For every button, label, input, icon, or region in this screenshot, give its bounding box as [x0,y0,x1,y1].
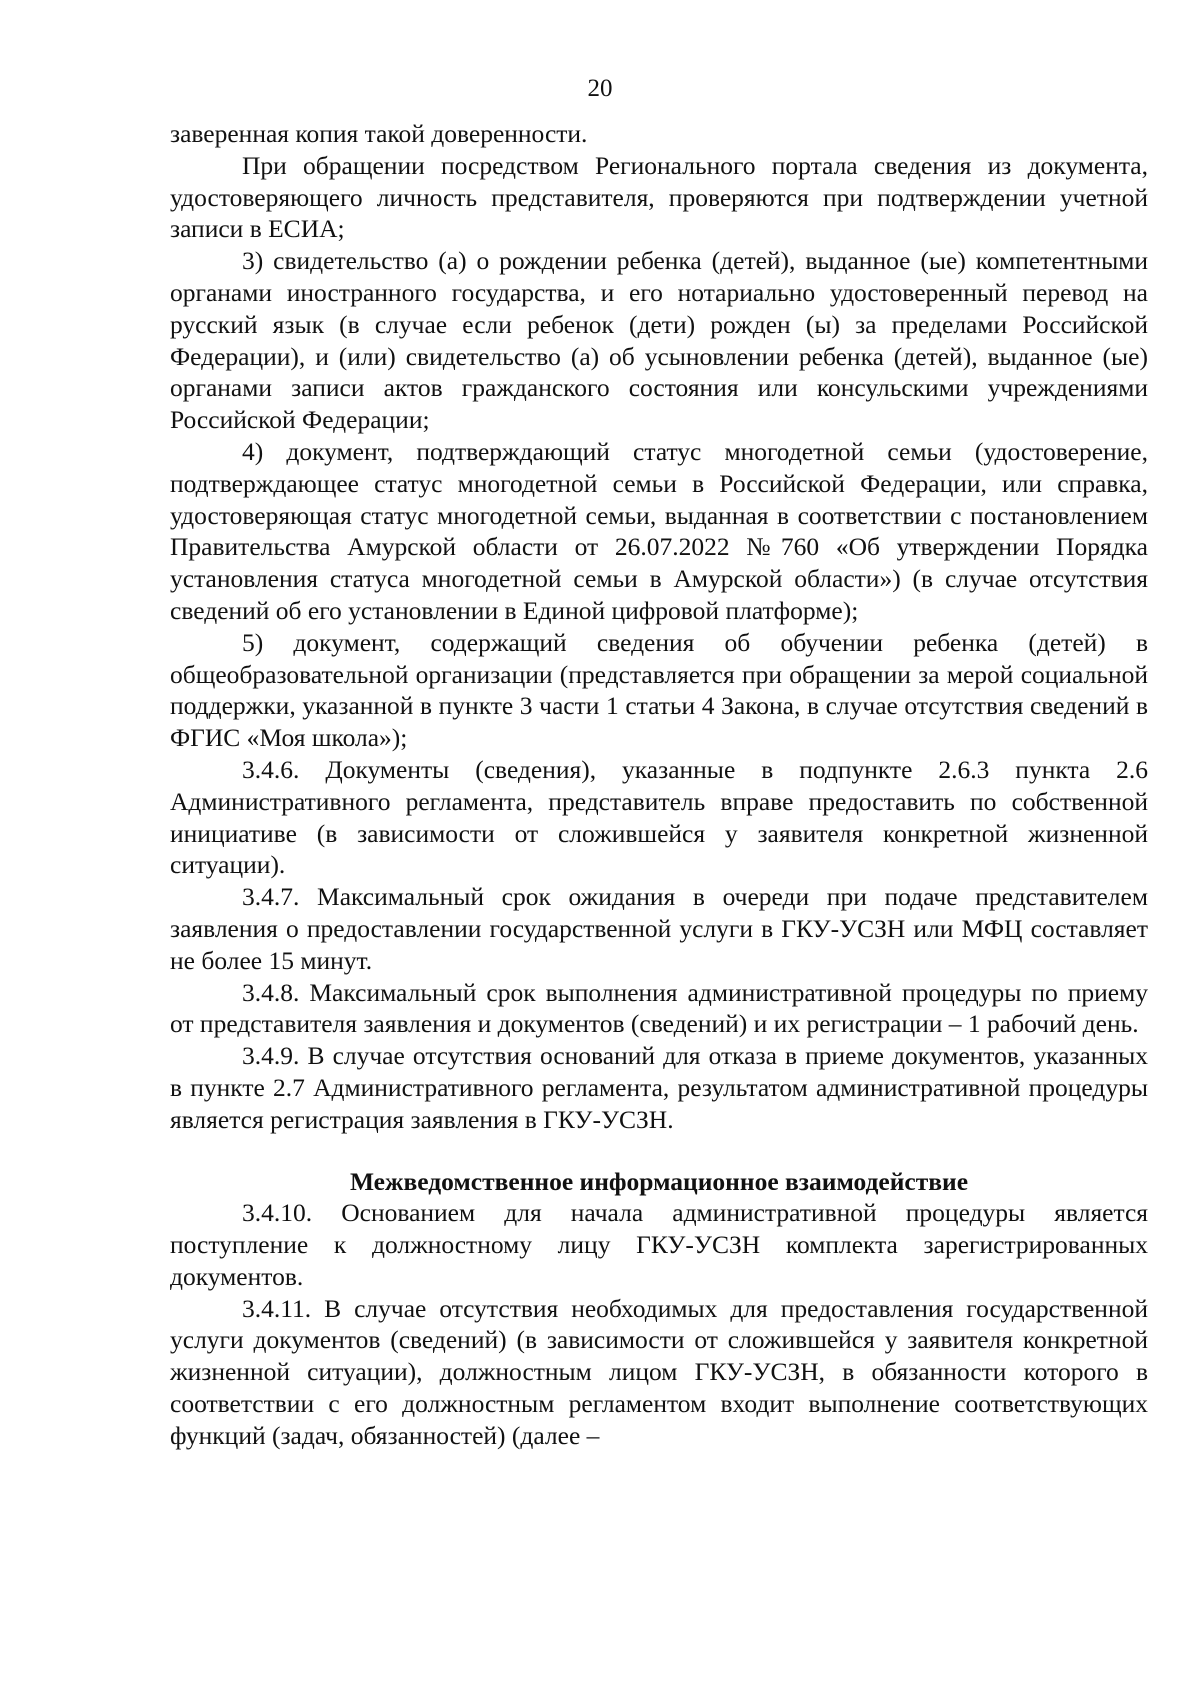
paragraph-3-4-7: 3.4.7. Максимальный срок ожидания в очереди при подаче представителем заявления о предоставлении государственной услуги в ГКУ-УСЗН или МФЦ составляет не более 15 минут. [170,882,1148,975]
paragraph-regional-portal: При обращении посредством Регионального портала сведения из документа, удостоверяющего личность представителя, проверяются при подтверждении учетной записи в ЕСИА; [170,150,1148,244]
paragraph-3-4-6: 3.4.6. Документы (сведения), указанные в подпункте 2.6.3 пункта 2.6 Административного регламента, представитель вправе предоставить по собственной инициативе (в зависимости от сложившейся у заявителя конкретной жизненной ситуации). [170,754,1148,880]
paragraph-item-4: 4) документ, подтверждающий статус многодетной семьи (удостоверение, подтверждающее статус многодетной семьи в Российской Федерации, или справка, удостоверяющая статус многодетной семьи, выданная в соответствии с постановлением Правительства Амурской области от 26.07.2022 №760 «Об утверждении Порядка установления статуса многодетной семьи в Амурской области») (в случае отсутствия сведений об его установлении в Единой цифровой платформе); [170,436,1148,625]
paragraph-3-4-11: 3.4.11. В случае отсутствия необходимых для предоставления государственной услуги документов (сведений) (в зависимости от сложившейся у заявителя конкретной жизненной ситуации), должностным лицом ГКУ-УСЗН, в обязанности которого в соответствии с его должностным регламентом входит выполнение соответствующих функций (задач, обязанностей) (далее – [170,1293,1148,1450]
document-body [170,118,1148,1452]
paragraph-3-4-9: 3.4.9. В случае отсутствия оснований для отказа в приеме документов, указанных в пункте 2.7 Административного регламента, результатом административной процедуры является регистрация заявления в ГКУ-УСЗН. [170,1041,1148,1134]
page-number: 20 [587,75,613,102]
paragraph-3-4-10: 3.4.10. Основанием для начала административной процедуры является поступление к должностному лицу ГКУ-УСЗН комплекта зарегистрированных документов. [170,1198,1148,1291]
paragraph-continuation: заверенная копия такой доверенности. [170,119,588,148]
paragraph-3-4-8: 3.4.8. Максимальный срок выполнения административной процедуры по приему от представителя заявления и документов (сведений) и их регистрации – 1 рабочий день. [170,977,1148,1039]
paragraph-item-5: 5) документ, содержащий сведения об обучении ребенка (детей) в общеобразовательной организации (представляется при обращении за мерой социальной поддержки, указанной в пункте 3 части 1 статьи 4 Закона, в случае отсутствия сведений в ФГИС «Моя школа»); [170,627,1148,753]
section-heading: Межведомственное информационное взаимодействие [349,1166,969,1196]
paragraph-item-3: 3) свидетельство (а) о рождении ребенка (детей), выданное (ые) компетентными органами иностранного государства, и его нотариально удостоверенный перевод на русский язык (в случае если ребенок (дети) рожден (ы) за пределами Российской Федерации), и (или) свидетельство (а) об усыновлении ребенка (детей), выданное (ые) органами записи актов гражданского состояния или консульскими учреждениями Российской Федерации; [170,246,1148,435]
